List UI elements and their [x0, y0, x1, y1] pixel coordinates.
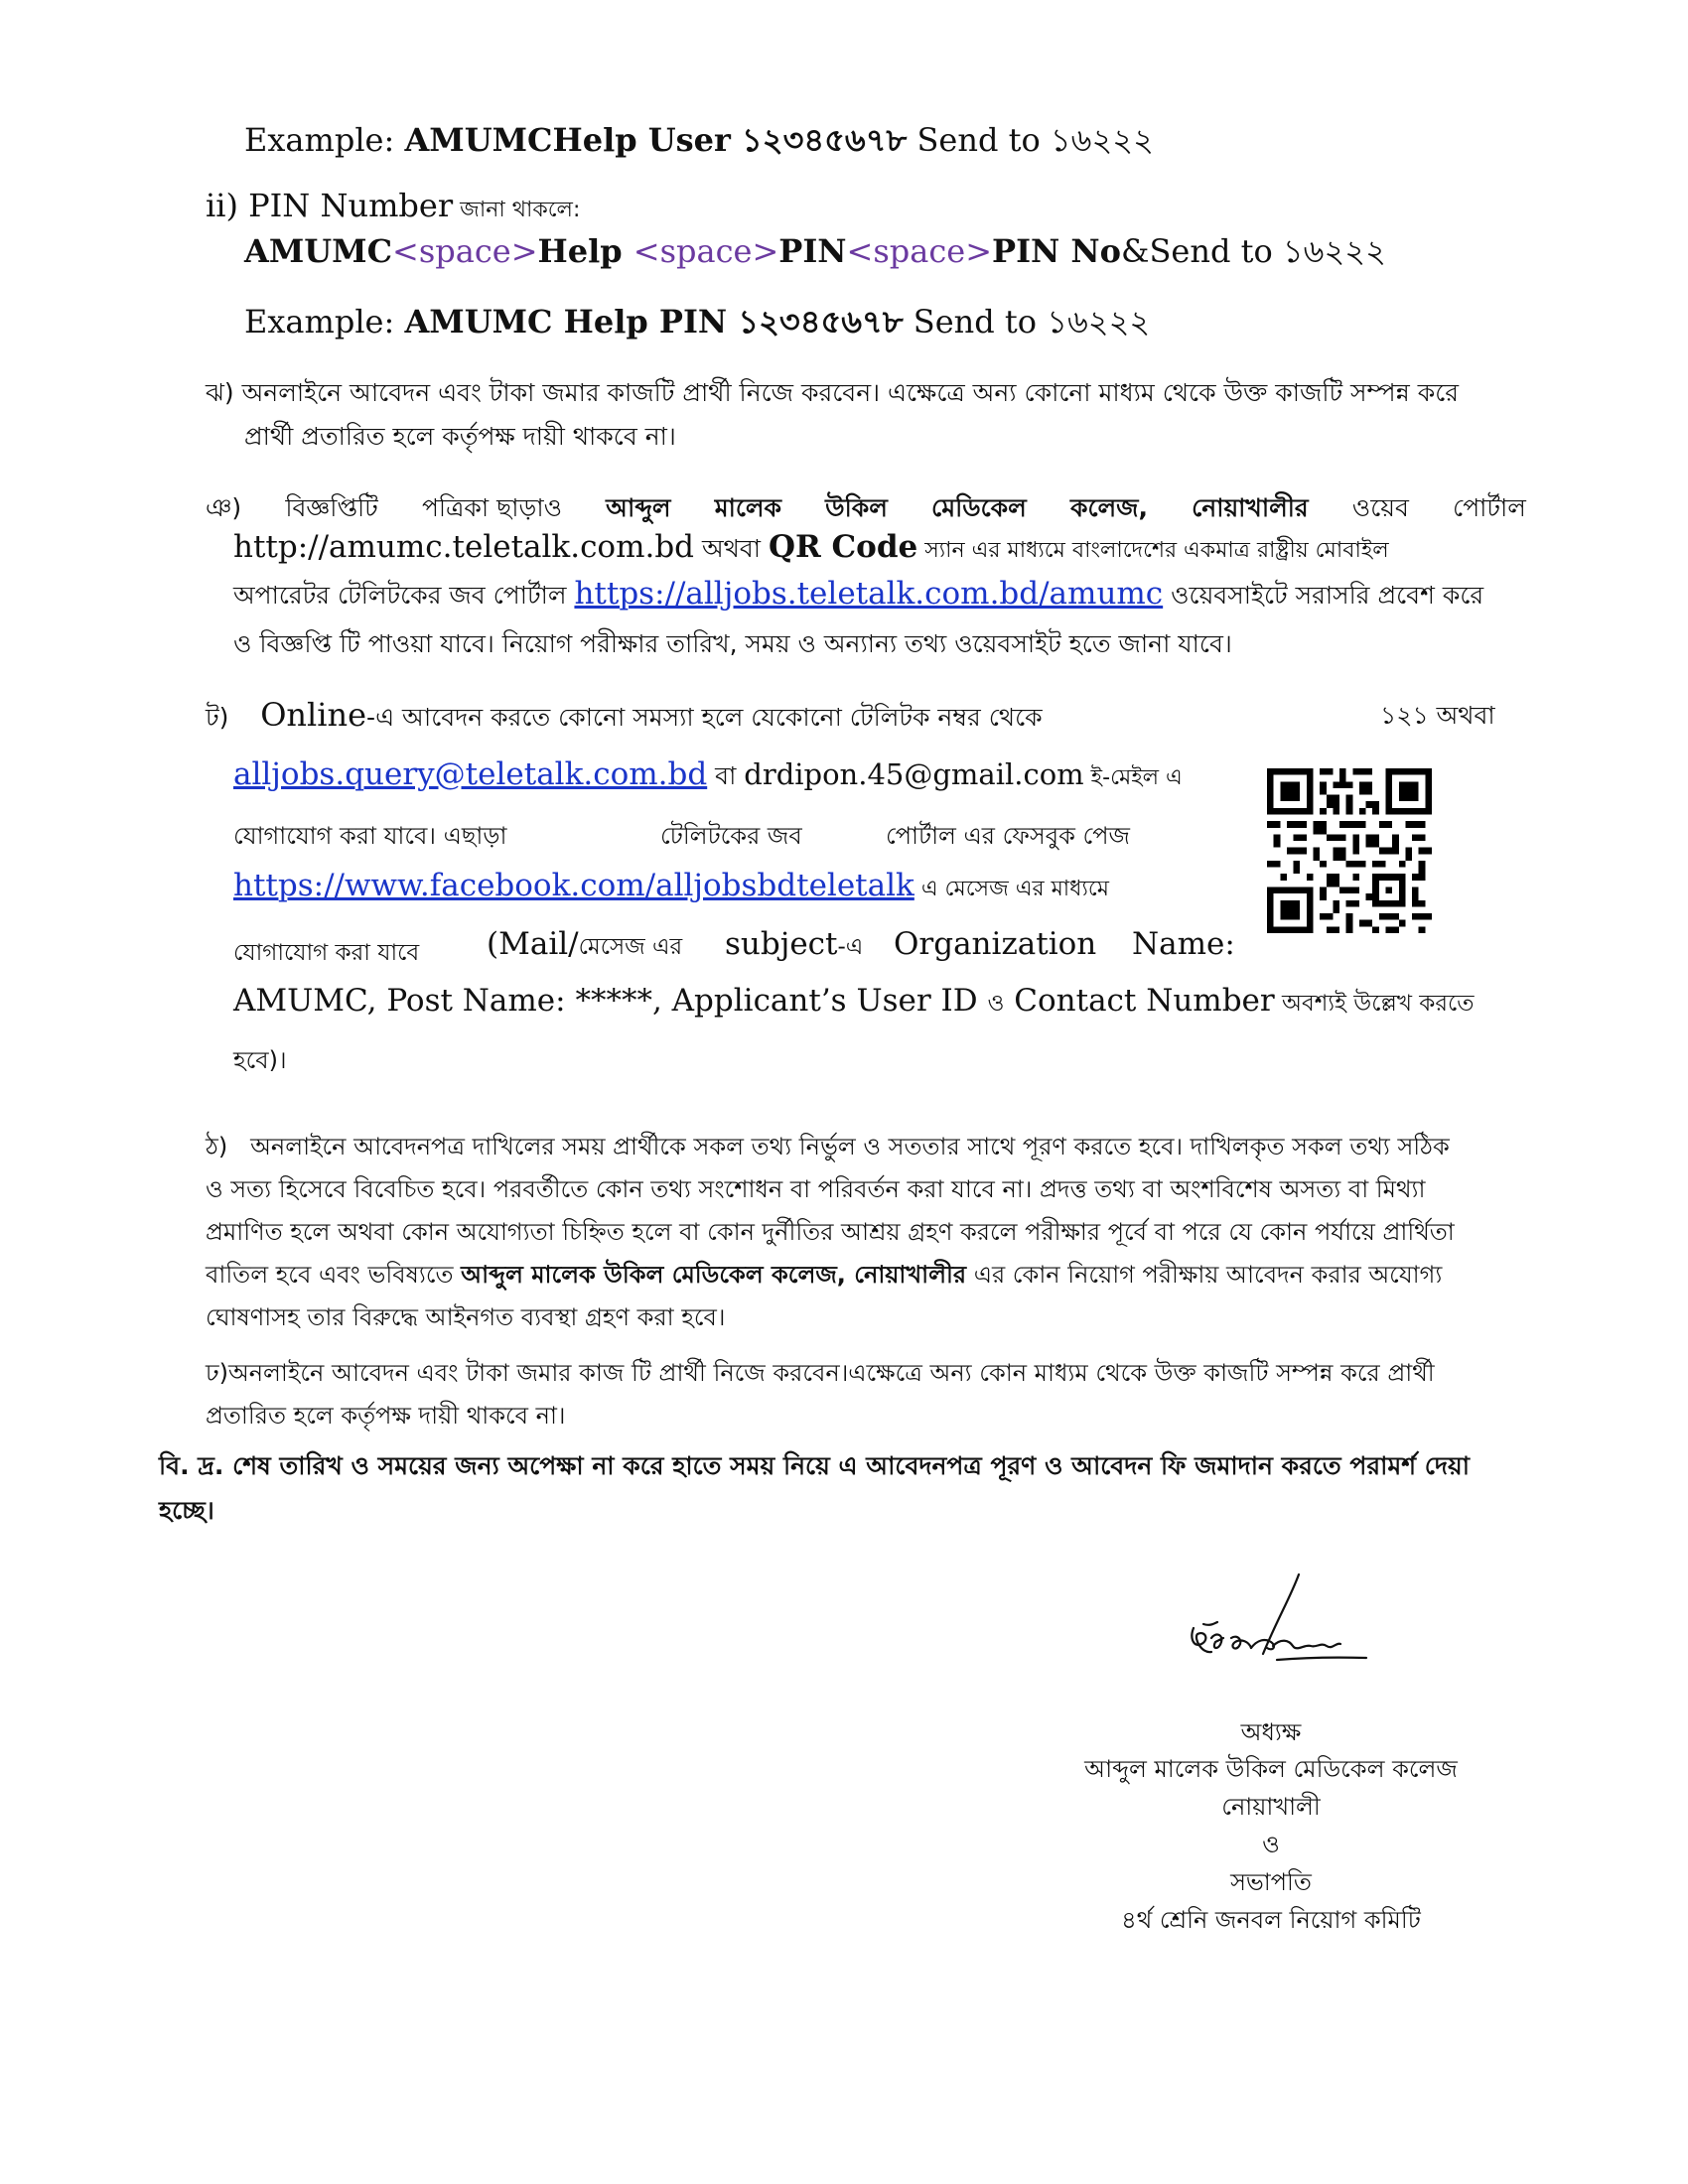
clause-ta-line5a: যোগাযোগ করা যাবে [233, 940, 420, 966]
signatory-place: নোয়াখালী [1221, 1793, 1321, 1821]
clause-jha-line1: ঝ) অনলাইনে আবেদন এবং টাকা জমার কাজটি প্রার্থী নিজে করবেন। এক্ষেত্রে অন্য কোনো মাধ্যম থেকে উক্ত কাজটি সম্পন্ন করে [206, 378, 1460, 407]
clause-tha-line2: ও সত্য হিসেবে বিবেচিত হবে। পরবর্তীতে কোন তথ্য সংশোধন বা পরিবর্তন করা যাবে না। প্রদত্ত তথ্য বা অংশবিশেষ অসত্য বা মিথ্যা [206, 1175, 1426, 1203]
sms-example-user: Example: AMUMCHelp User ১২৩৪৫৬৭৮ Send to ১৬২২২ [244, 121, 1154, 159]
clause-dha-line1: ঢ)অনলাইনে আবেদন এবং টাকা জমার কাজ টি প্রার্থী নিজে করবেন।এক্ষেত্রে অন্য কোন মাধ্যম থেকে উক্ত কাজটি সম্পন্ন করে প্রার্থী [206, 1359, 1435, 1387]
signatory-title: অধ্যক্ষ [1240, 1718, 1302, 1746]
clause-tha-line5: ঘোষণাসহ তার বিরুদ্ধে আইনগত ব্যবস্থা গ্রহণ করা হবে। [206, 1303, 726, 1331]
clause-ta-line3c: পোর্টাল এর ফেসবুক পেজ [886, 822, 1131, 850]
clause-tha-line3: প্রমাণিত হলে অথবা কোন অযোগ্যতা চিহ্নিত হলে বা কোন দুর্নীতির আশ্রয় গ্রহণ করলে পরীক্ষার পূর্বে বা পরে যে কোন পর্যায়ে প্রার্থিতা [206, 1218, 1455, 1246]
contact-email: drdipon.45@gmail.com [744, 757, 1084, 791]
clause-jha-line2: প্রার্থী প্রতারিত হলে কর্তৃপক্ষ দায়ী থাকবে না। [244, 422, 676, 451]
clause-nya-line1: ঞ) বিজ্ঞপ্তিটি পত্রিকা ছাড়াও আব্দুল মালেক উকিল মেডিকেল কলেজ, নোয়াখালীর ওয়েব পোর্টাল [206, 493, 1526, 522]
clause-nya-line4: ও বিজ্ঞপ্তি টি পাওয়া যাবে। নিয়োগ পরীক্ষার তারিখ, সময় ও অন্যান্য তথ্য ওয়েবসাইট হতে জানা যাবে। [233, 629, 1232, 658]
clause-ta-line5c: subject-এ [725, 926, 864, 962]
portal-url: http://amumc.teletalk.com.bd [233, 529, 695, 565]
clause-ta-line1: ট) Online-এ আবেদন করতে কোনো সমস্যা হলে যেকোনো টেলিটক নম্বর থেকে [206, 696, 1043, 734]
alljobs-portal-link[interactable]: https://alljobs.teletalk.com.bd/amumc [574, 576, 1164, 612]
pin-heading: ii) PIN Number জানা থাকলে: [206, 187, 581, 224]
sms-example-pin: Example: AMUMC Help PIN ১২৩৪৫৬৭৮ Send to ১৬২২২ [244, 303, 1151, 341]
note-line2: হচ্ছে। [159, 1496, 214, 1525]
clause-nya-line3: অপারেটর টেলিটকের জব পোর্টাল https://alljobs.teletalk.com.bd/amumc ওয়েবসাইটে সরাসরি প্রবেশ করে [233, 576, 1484, 612]
clause-ta-line3b: টেলিটকের জব [660, 822, 802, 850]
helpline-number: ১২১ অথবা [1380, 701, 1495, 730]
clause-dha-line2: প্রতারিত হলে কর্তৃপক্ষ দায়ী থাকবে না। [206, 1402, 566, 1430]
clause-ta-line5e: Name: [1132, 926, 1235, 962]
signature-image [1182, 1569, 1370, 1678]
clause-ta-line5d: Organization [894, 926, 1097, 962]
clause-ta-line4: https://www.facebook.com/alljobsbdteletalk এ মেসেজ এর মাধ্যমে [233, 868, 1109, 903]
qr-code-image [1267, 768, 1432, 933]
clause-nya-line2: http://amumc.teletalk.com.bd অথবা QR Code স্যান এর মাধ্যমে বাংলাদেশের একমাত্র রাষ্ট্রীয় মোবাইল [233, 529, 1389, 565]
clause-ta-line5b: (Mail/মেসেজ এর [487, 926, 683, 962]
note-line1: বি. দ্র. শেষ তারিখ ও সময়ের জন্য অপেক্ষা না করে হাতে সময় নিয়ে এ আবেদনপত্র পূরণ ও আবেদন ফি জমাদান করতে পরামর্শ দেয়া [159, 1451, 1470, 1480]
clause-tha-line4: বাতিল হবে এবং ভবিষ্যতে আব্দুল মালেক উকিল মেডিকেল কলেজ, নোয়াখালীর এর কোন নিয়োগ পরীক্ষায় আবেদন করার অযোগ্য [206, 1261, 1443, 1289]
clause-ta-line7: হবে)। [233, 1046, 287, 1074]
signatory-org: আব্দুল মালেক উকিল মেডিকেল কলেজ [1084, 1755, 1458, 1783]
clause-ta-line6: AMUMC, Post Name: *****, Applicant’s User ID ও Contact Number অবশ্যই উল্লেখ করতে [233, 983, 1475, 1019]
pin-command-format: AMUMC<space>Help <space>PIN<space>PIN No&Send to ১৬২২২ [244, 232, 1386, 270]
alljobs-query-email-link[interactable]: alljobs.query@teletalk.com.bd [233, 756, 708, 792]
signatory-and: ও [1262, 1831, 1280, 1858]
facebook-page-link[interactable]: https://www.facebook.com/alljobsbdteletalk [233, 868, 914, 903]
signatory-role: সভাপতি [1230, 1868, 1312, 1896]
signatory-committee: ৪র্থ শ্রেনি জনবল নিয়োগ কমিটি [1121, 1906, 1421, 1934]
clause-ta-line3a: যোগাযোগ করা যাবে। এছাড়া [233, 822, 507, 850]
clause-tha-line1: ঠ) অনলাইনে আবেদনপত্র দাখিলের সময় প্রার্থীকে সকল তথ্য নির্ভুল ও সততার সাথে পূরণ করতে হবে। দাখিলকৃত সকল তথ্য সঠিক [206, 1133, 1450, 1160]
clause-ta-line2: alljobs.query@teletalk.com.bd বা drdipon.45@gmail.com ই-মেইল এ [233, 756, 1183, 792]
